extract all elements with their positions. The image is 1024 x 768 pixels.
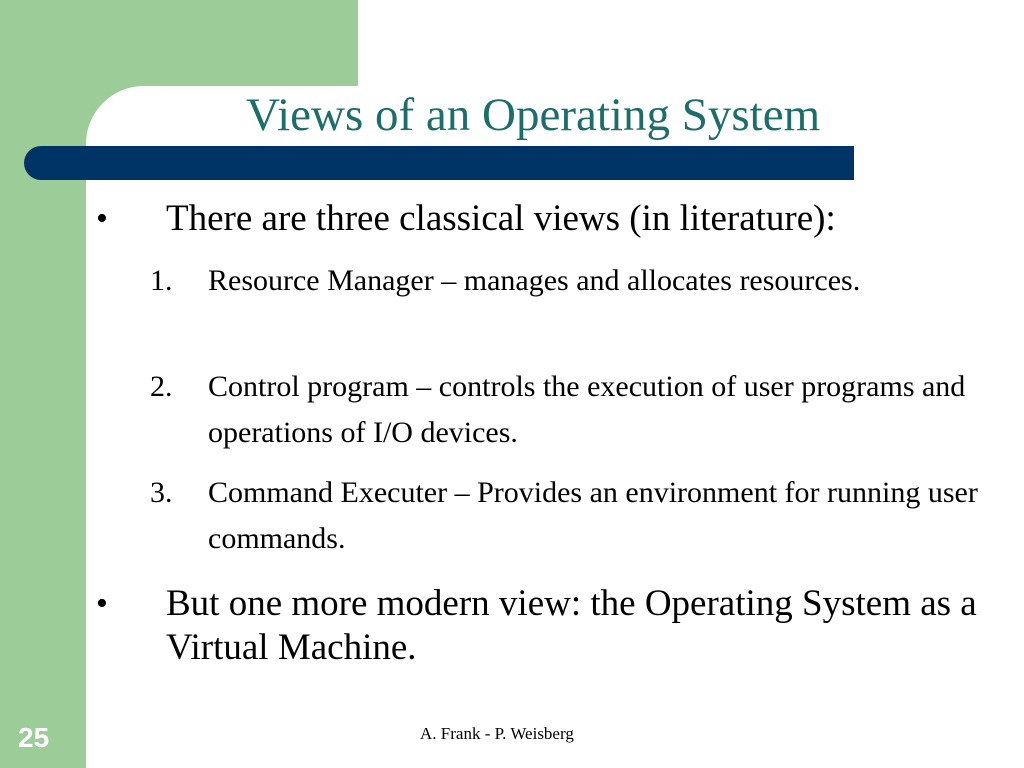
bullet-marker: • bbox=[96, 200, 108, 237]
item-number: 1. bbox=[150, 264, 173, 297]
bullet-text: But one more modern view: the Operating System as a Virtual Machine. bbox=[166, 583, 977, 668]
footer-authors: A. Frank - P. Weisberg bbox=[420, 724, 574, 743]
slide-number: 25 bbox=[18, 722, 50, 753]
item-number: 2. bbox=[150, 370, 173, 403]
item-number: 3. bbox=[150, 476, 173, 509]
bullet-marker: • bbox=[96, 585, 108, 622]
bullet-text: There are three classical views (in literature): bbox=[166, 198, 836, 239]
item-text: Resource Manager – manages and allocates resources. bbox=[208, 264, 861, 297]
item-text: Command Executer – Provides an environment for running user commands. bbox=[208, 476, 978, 555]
item-text: Control program – controls the execution of user programs and operations of I/O devices. bbox=[208, 370, 966, 449]
slide-title: Views of an Operating System bbox=[246, 89, 821, 141]
